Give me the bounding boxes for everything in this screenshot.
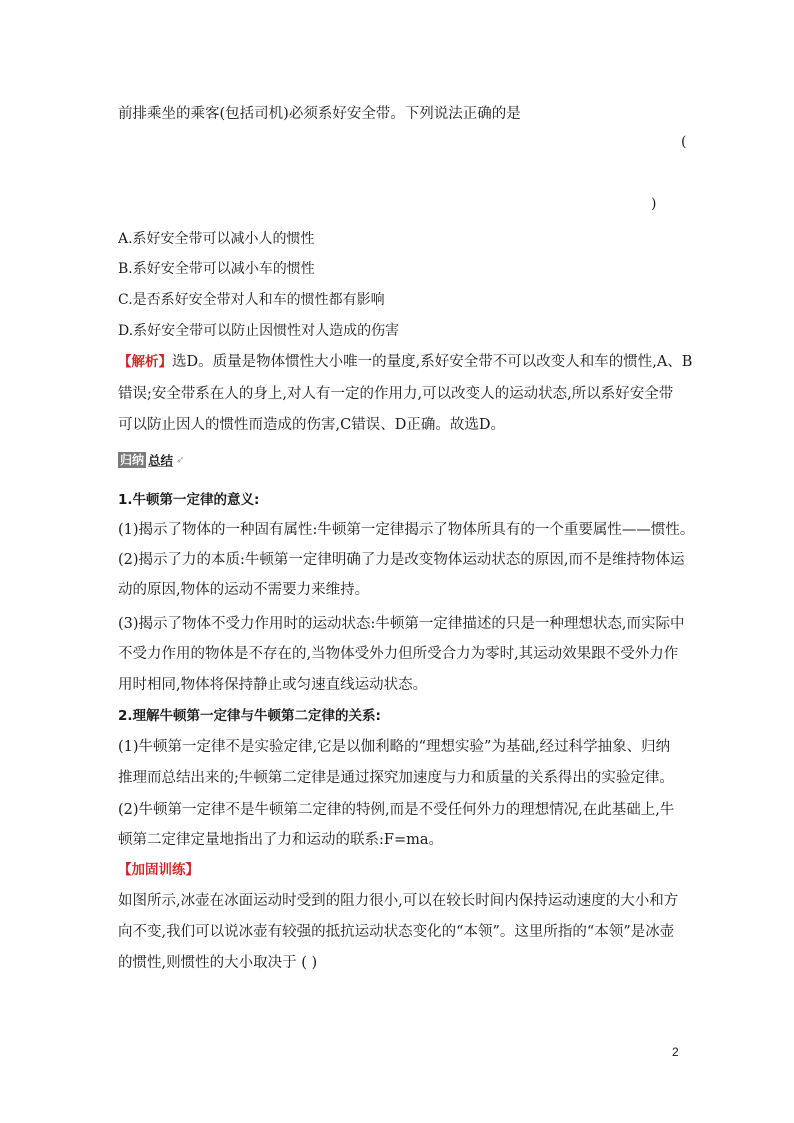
analysis-line-3: 可以防止因人的惯性而造成的伤害,C错误、D正确。故选D。 [118, 417, 505, 433]
practice-line-2: 向不变,我们可以说冰壶有较强的抵抗运动状态变化的“本领”。这里所指的“本领”是冰壶 [118, 924, 675, 940]
summary-point-5-line-1: (2)牛顿第一定律不是牛顿第二定律的特例,而是不受任何外力的理想情况,在此基础上,牛 [118, 802, 675, 818]
summary-point-5-line-2: 顿第二定律定量地指出了力和运动的联系:F=ma。 [118, 832, 443, 848]
summary-point-3-line-2: 不受力作用的物体是不存在的,当物体受外力但所受合力为零时,其运动效果跟不受外力作 [118, 646, 679, 662]
double-arrow-icon: ➶ [176, 454, 185, 466]
summary-label-plain: 总结 [148, 453, 174, 468]
option-c: C.是否系好安全带对人和车的惯性都有影响 [118, 292, 385, 308]
summary-point-3-line-3: 用时相同,物体将保持静止或匀速直线运动状态。 [118, 677, 428, 693]
practice-line-3: 的惯性,则惯性的大小取决于 ( ) [118, 955, 318, 971]
option-b: B.系好安全带可以减小车的惯性 [118, 261, 315, 277]
summary-point-2-line-1: (2)揭示了力的本质:牛顿第一定律明确了力是改变物体运动状态的原因,而不是维持物体运 [118, 552, 685, 568]
option-d: D.系好安全带可以防止因惯性对人造成的伤害 [118, 323, 400, 339]
answer-paren-close: ) [651, 196, 657, 212]
summary-point-4-line-1: (1)牛顿第一定律不是实验定律,它是以伽利略的“理想实验”为基础,经过科学抽象、归纳 [118, 739, 671, 755]
practice-line-1: 如图所示,冰壶在冰面运动时受到的阻力很小,可以在较长时间内保持运动速度的大小和方 [118, 893, 679, 909]
summary-heading-2: 2.理解牛顿第一定律与牛顿第二定律的关系: [118, 708, 381, 724]
analysis-line-1: 【解析】选D。质量是物体惯性大小唯一的量度,系好安全带不可以改变人和车的惯性,A、B [118, 354, 693, 370]
summary-label-boxed: 归纳 [120, 453, 145, 467]
question-stem: 前排乘坐的乘客(包括司机)必须系好安全带。下列说法正确的是 [118, 106, 521, 122]
summary-point-3-line-1: (3)揭示了物体不受力作用时的运动状态:牛顿第一定律描述的只是一种理想状态,而实际中 [118, 616, 685, 632]
summary-point-2-line-2: 动的原因,物体的运动不需要力来维持。 [118, 582, 370, 598]
summary-point-1: (1)揭示了物体的一种固有属性:牛顿第一定律揭示了物体所具有的一个重要属性——惯性。 [118, 522, 695, 538]
option-a: A.系好安全带可以减小人的惯性 [118, 231, 315, 247]
summary-heading-1: 1.牛顿第一定律的意义: [118, 492, 260, 508]
page-number: 2 [672, 1045, 679, 1059]
summary-point-4-line-2: 推理而总结出来的;牛顿第二定律是通过探究加速度与力和质量的关系得出的实验定律。 [118, 770, 674, 786]
answer-paren-open: ( [681, 134, 687, 150]
analysis-tag: 【解析】 [118, 354, 172, 370]
analysis-line-2: 错误;安全带系在人的身上,对人有一定的作用力,可以改变人的运动状态,所以系好安全带 [118, 386, 674, 402]
summary-label [118, 451, 184, 469]
practice-tag: 【加固训练】 [118, 862, 199, 878]
